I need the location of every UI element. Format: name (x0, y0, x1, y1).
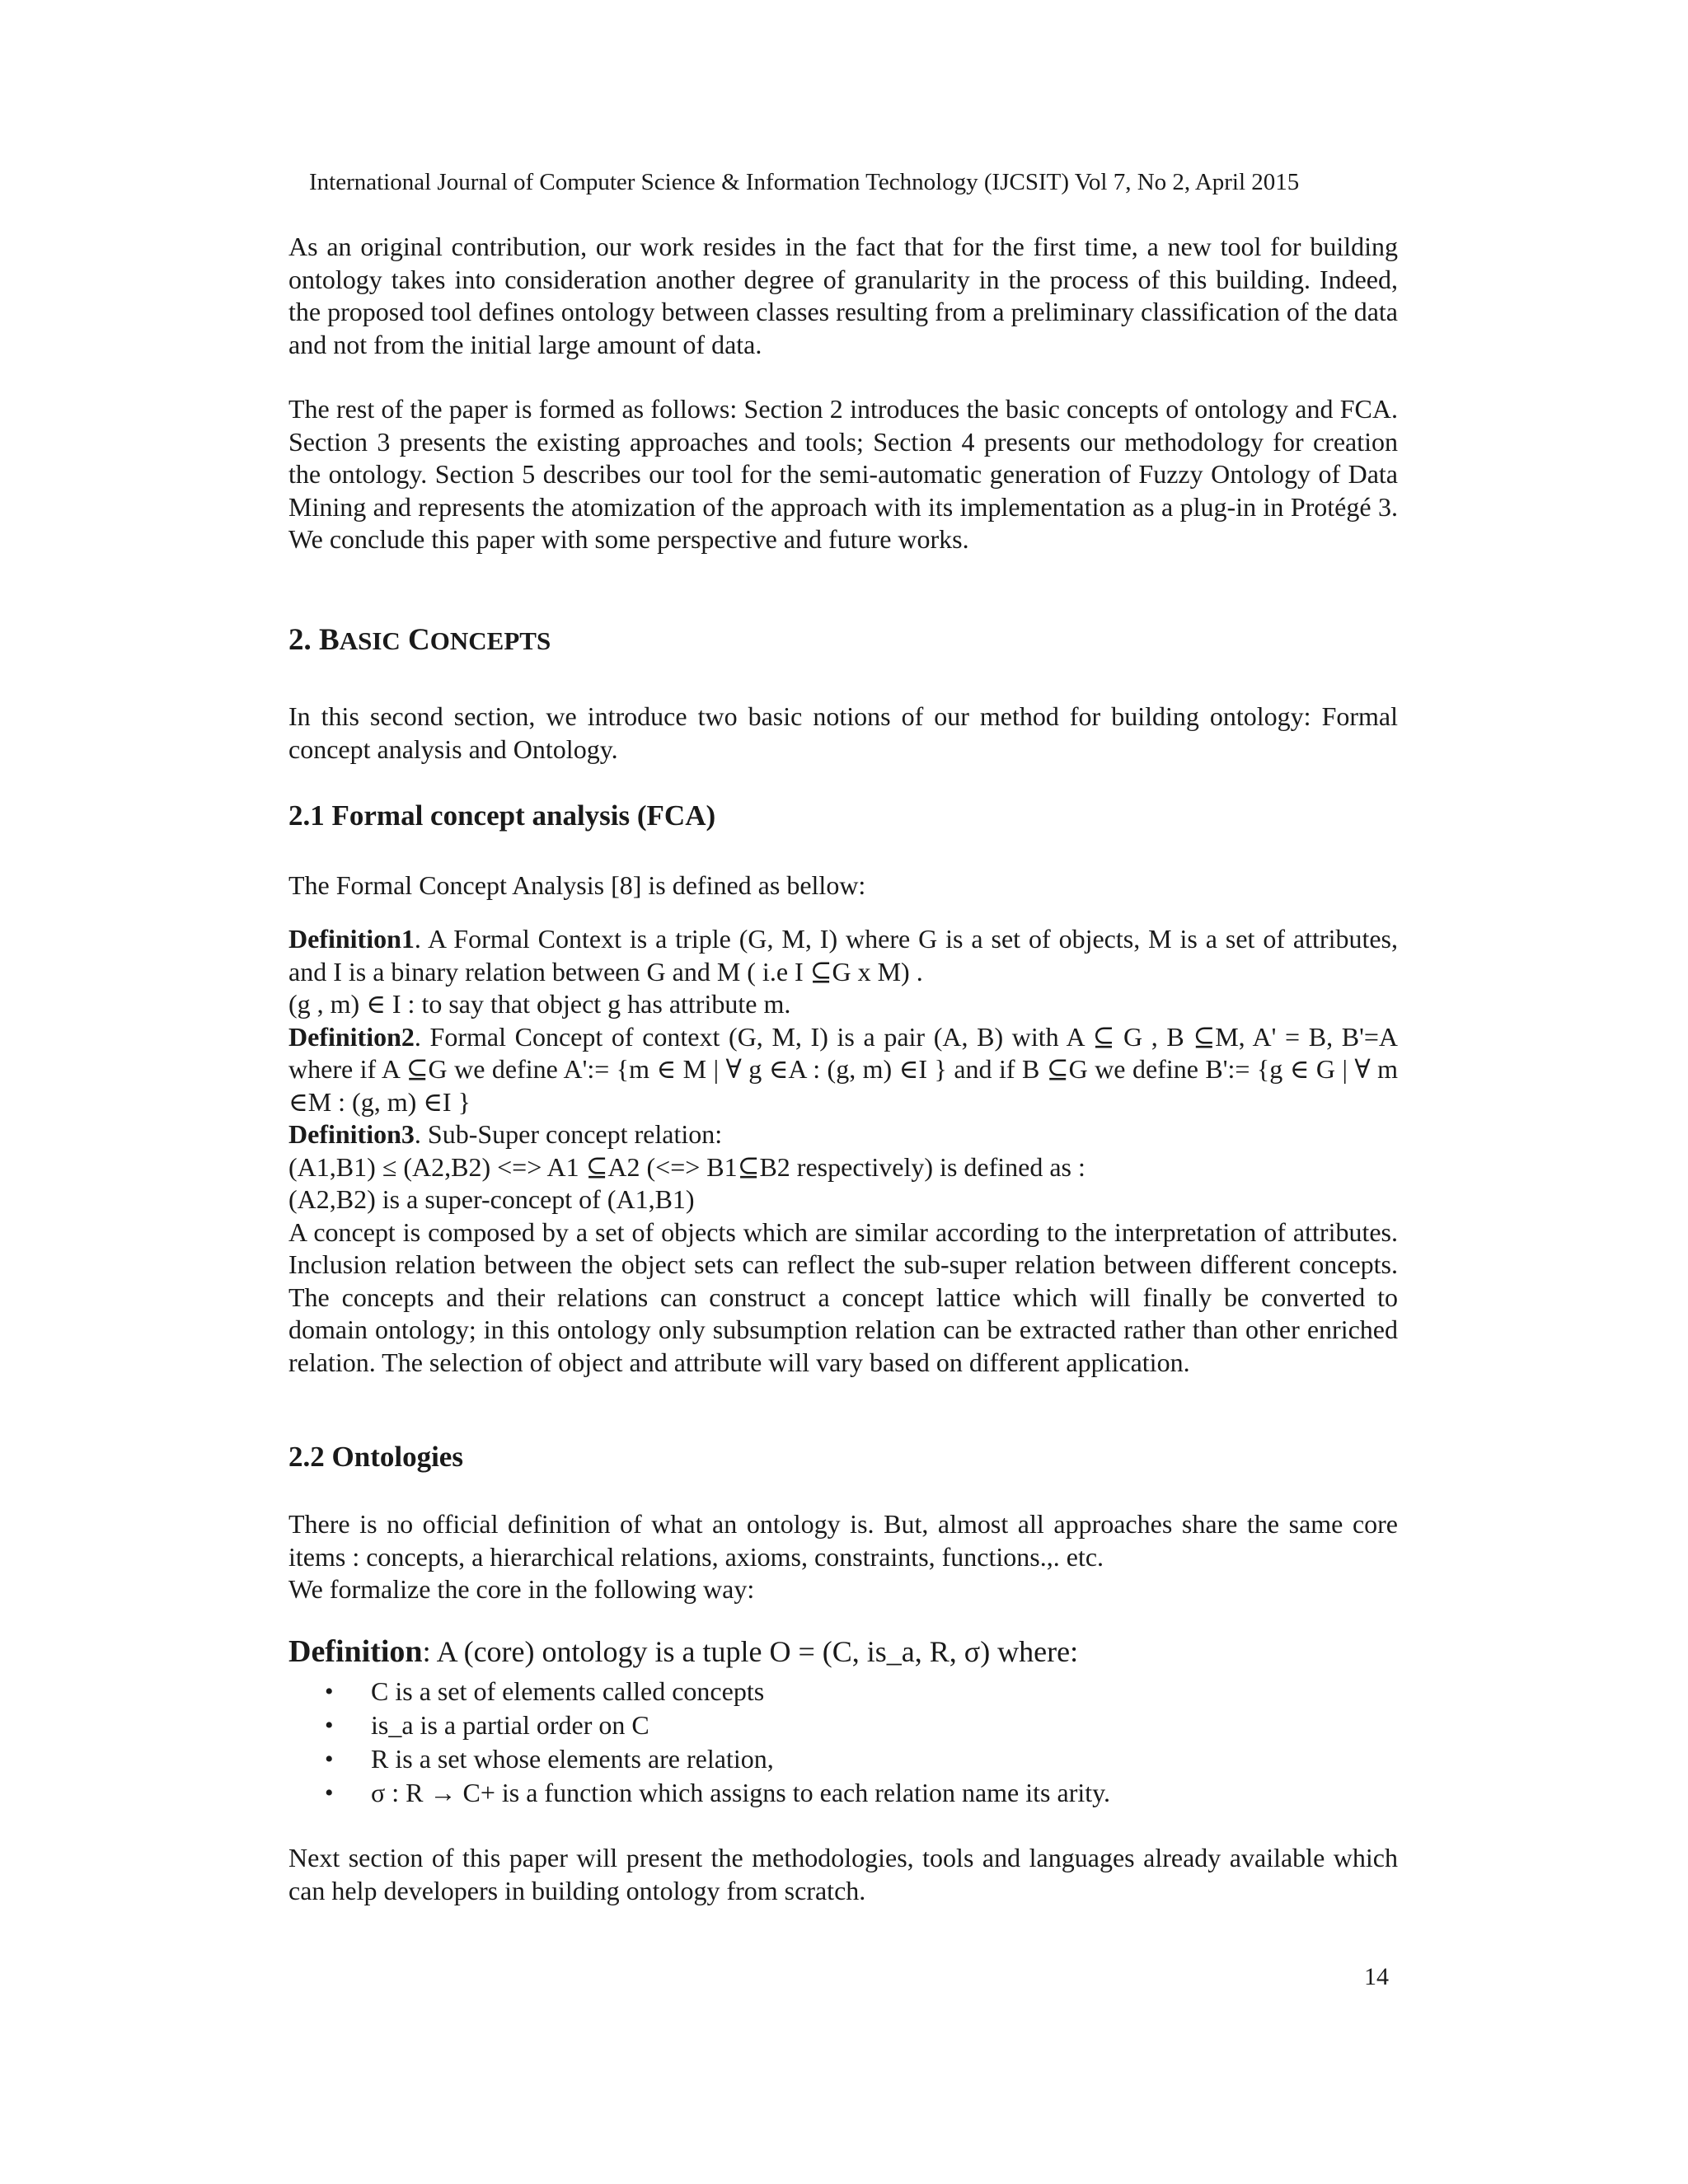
definition-1-line-2: (g , m) ∈ I : to say that object g has attribute m. (288, 989, 791, 1019)
section-2-number: 2. (288, 623, 312, 657)
core-ontology-definition-label: Definition (288, 1634, 423, 1669)
core-ontology-definition-text: : A (core) ontology is a tuple O = (C, is_a, R, σ) where: (422, 1635, 1079, 1668)
section-2-title: BASIC CONCEPTS (319, 623, 551, 657)
bullet-icon: • (325, 1779, 334, 1807)
definition-3-line-2: (A1,B1) ≤ (A2,B2) <=> A1 ⊆A2 (<=> B1⊆B2 respectively) is defined as : (288, 1151, 1085, 1182)
bullet-icon: • (325, 1712, 334, 1739)
list-item: • is_a is a partial order on C (321, 1708, 1393, 1742)
list-item: • C is a set of elements called concepts (321, 1675, 1393, 1708)
intro-paragraph-1 (288, 231, 1398, 361)
bullet-icon: • (325, 1746, 334, 1773)
page-number: 14 (1364, 1963, 1389, 1990)
bullet-icon: • (325, 1678, 334, 1705)
running-header: International Journal of Computer Science & Information Technology (IJCSIT) Vol 7, No 2, April 2015 (309, 169, 1300, 195)
ontologies-closing-paragraph (288, 1842, 1398, 1907)
definition-2 (288, 1021, 1398, 1119)
intro-paragraph-2 (288, 393, 1398, 556)
section-2-heading (288, 622, 551, 658)
definition-1 (288, 923, 1398, 988)
subsection-2-1-heading: 2.1 Formal concept analysis (FCA) (288, 799, 716, 832)
definitions-block (288, 923, 1398, 1379)
subsection-2-2-heading: 2.2 Ontologies (288, 1441, 463, 1473)
definition-2-text: . Formal Concept of context (G, M, I) is a pair (A, B) with A ⊆ G , B ⊆M, A' = B, B'=A where if A ⊆G we define A':= {m ∈ M | ∀ g ∈A : (g, m) ∈I } and if B ⊆G we define B':= {g ∈ G | ∀ m ∈M : (g, m) ∈I } (288, 1021, 1398, 1117)
intro-paragraph-1-text: As an original contribution, our work resides in the fact that for the first time, a new tool for building ontology takes into consideration another degree of granularity in the process of this building. Indeed, the proposed tool defines ontology between classes resulting from a preliminary classification of the data and not from the initial large amount of data. (288, 232, 1398, 359)
ontologies-paragraph (288, 1508, 1398, 1606)
definition-3 (288, 1118, 1398, 1151)
fca-closing-paragraph: A concept is composed by a set of objects which are similar according to the interpretation of attributes. Inclusion relation between the object sets can reflect the sub-super relation between different concepts. The concepts and their relations can construct a concept lattice which will finally be converted to domain ontology; in this ontology only subsumption relation can be extracted rather than other enriched relation. The selection of object and attribute will vary based on different application. (288, 1216, 1398, 1377)
definition-3-line-3: (A2,B2) is a super-concept of (A1,B1) (288, 1184, 695, 1214)
list-item: • σ : R → C+ is a function which assigns to each relation name its arity. (321, 1776, 1393, 1810)
ontologies-closing-text: Next section of this paper will present the methodologies, tools and languages already available which can help developers in building ontology from scratch. (288, 1843, 1398, 1905)
definition-1-label: Definition1 (288, 924, 415, 954)
definition-1-text: . A Formal Context is a triple (G, M, I) where G is a set of objects, M is a set of attributes, and I is a binary relation between G and M ( i.e I ⊆G x M) . (288, 924, 1398, 987)
ontology-bullet-list (321, 1675, 1393, 1810)
fca-lead: The Formal Concept Analysis [8] is defined as bellow: (288, 870, 866, 900)
ontologies-paragraph-line-3: We formalize the core in the following way: (288, 1574, 755, 1604)
section-2-intro (288, 701, 1398, 766)
section-2-intro-text: In this second section, we introduce two basic notions of our method for building ontology: Formal concept analysis and Ontology. (288, 701, 1398, 764)
intro-paragraph-2-text: The rest of the paper is formed as follows: Section 2 introduces the basic concepts of ontology and FCA. Section 3 presents the existing approaches and tools; Section 4 presents our methodology for creation the ontology. Section 5 describes our tool for the semi-automatic generation of Fuzzy Ontology of Data Mining and represents the atomization of the approach with its implementation as a plug-in in Protégé 3. We conclude this paper with some perspective and future works. (288, 394, 1398, 554)
ontologies-paragraph-text: There is no official definition of what an ontology is. But, almost all approaches share the same core items : concepts, a hierarchical relations, axioms, constraints, functions.,. etc. (288, 1509, 1398, 1572)
definition-2-label: Definition2 (288, 1021, 415, 1052)
list-item: • R is a set whose elements are relation, (321, 1742, 1393, 1776)
core-ontology-definition (288, 1636, 1398, 1670)
definition-3-label: Definition3 (288, 1119, 415, 1149)
definition-3-text: . Sub-Super concept relation: (414, 1119, 723, 1149)
